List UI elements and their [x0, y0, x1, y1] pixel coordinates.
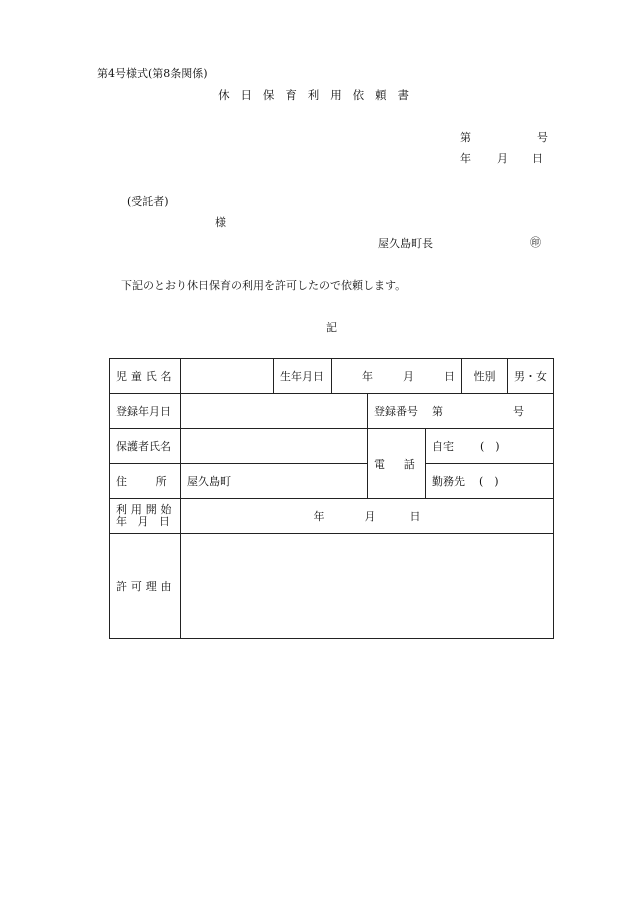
- address-label: [110, 464, 196, 499]
- form-number: 第4号様式(第8条関係): [97, 67, 208, 80]
- row-child: [110, 359, 554, 394]
- start-date-month: 月: [364, 510, 376, 523]
- row-address: [110, 464, 554, 499]
- birth-date-label: 生年月日: [274, 359, 332, 394]
- doc-number-prefix: 第: [460, 131, 471, 144]
- phone-home-label: 自宅: [432, 440, 454, 453]
- guardian-name-label: 保護者氏名: [110, 429, 181, 464]
- gender-label: 性別: [462, 359, 508, 394]
- birth-date-day: 日: [444, 370, 456, 383]
- phone-label: 電話: [368, 429, 426, 499]
- start-date-day: 日: [409, 510, 421, 523]
- row-reason: [110, 534, 554, 639]
- registration-date-field[interactable]: [181, 394, 368, 429]
- date-day: 日: [532, 152, 543, 165]
- sender-name: 屋久島町長: [378, 237, 433, 250]
- guardian-name-field[interactable]: [181, 429, 368, 464]
- seal-mark: ㊞: [530, 236, 541, 249]
- registration-number-cell[interactable]: [368, 394, 554, 429]
- date-month: 月: [497, 152, 508, 165]
- start-date-year: 年: [313, 510, 325, 523]
- birth-date-month: 月: [403, 370, 415, 383]
- phone-work-cell[interactable]: [426, 464, 554, 499]
- start-date-label-line2: 年月日: [116, 515, 181, 528]
- row-registration: [110, 394, 554, 429]
- gender-value[interactable]: 男・女: [508, 359, 554, 394]
- body-text: 下記のとおり休日保育の利用を許可したので依頼します。: [121, 279, 407, 292]
- address-field[interactable]: 屋久島町: [181, 464, 368, 499]
- registration-date-label: 登録年月日: [110, 394, 181, 429]
- ki-heading: 記: [326, 321, 337, 334]
- application-form-table: [109, 358, 554, 639]
- child-name-label: 児童氏名: [110, 359, 181, 394]
- date-year: 年: [460, 152, 471, 165]
- start-date-label-line1: 利用開始: [116, 503, 176, 517]
- registration-number-suffix: 号: [513, 405, 524, 418]
- start-date-label: [110, 499, 181, 534]
- phone-home-paren: ( ): [480, 440, 500, 453]
- doc-number-suffix: 号: [537, 131, 548, 144]
- birth-date-year: 年: [362, 370, 374, 383]
- start-date-field[interactable]: [181, 499, 554, 534]
- phone-work-paren: ( ): [479, 475, 499, 488]
- registration-number-prefix: 第: [432, 405, 443, 418]
- child-name-field[interactable]: [181, 359, 274, 394]
- registration-number-label: 登録番号: [374, 405, 418, 418]
- reason-field[interactable]: [181, 534, 554, 639]
- recipient-honorific: 様: [215, 216, 226, 229]
- phone-work-label: 勤務先: [432, 475, 465, 488]
- recipient-label: (受託者): [127, 195, 169, 208]
- document-title: 休日保育利用依頼書: [218, 88, 420, 102]
- row-guardian: [110, 429, 554, 464]
- row-start-date: [110, 499, 554, 534]
- address-label-text: 住所: [116, 475, 196, 488]
- reason-label: 許可理由: [110, 534, 181, 639]
- birth-date-field[interactable]: [332, 359, 462, 394]
- phone-home-cell[interactable]: [426, 429, 554, 464]
